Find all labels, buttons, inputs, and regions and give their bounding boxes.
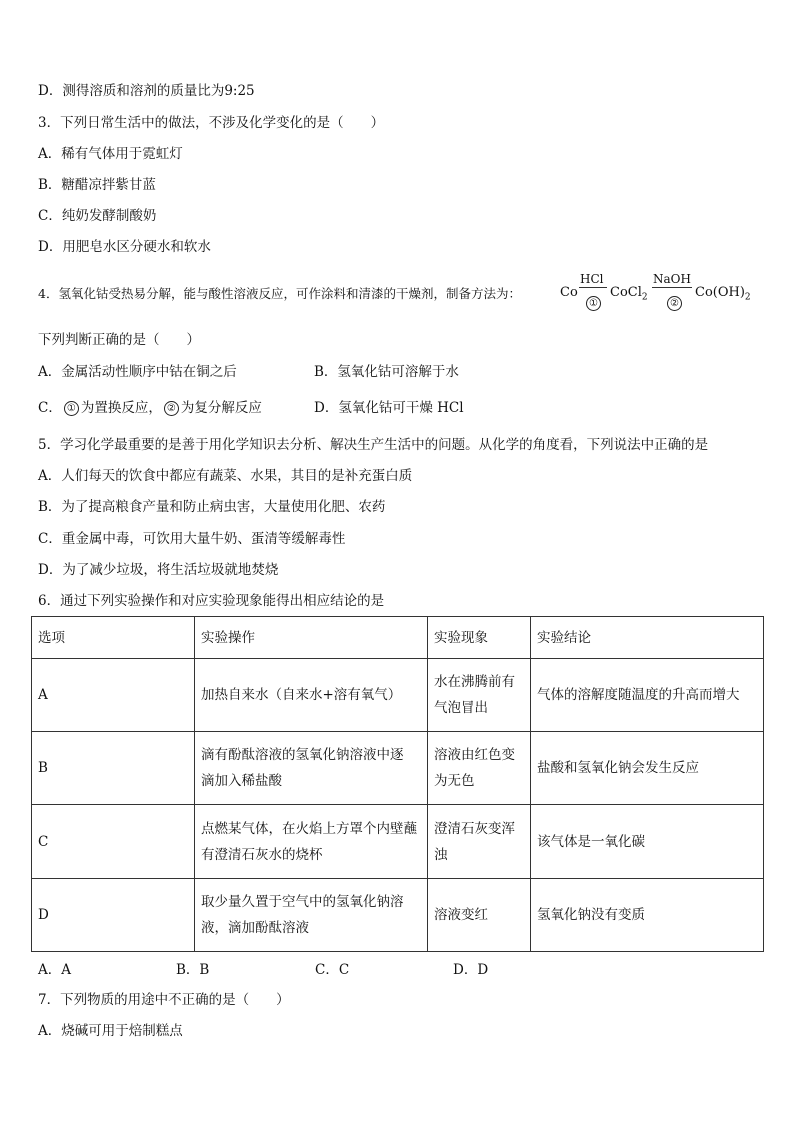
row-c-operation-line1: 点燃某气体，在火焰上方罩个内壁蘸 [201,820,417,837]
scheme-reagent-2: NaOH [653,272,691,286]
q6-answer-a: A．A [38,962,71,978]
q6-answer-b: B．B [176,962,210,978]
row-b-phenomenon [428,732,531,805]
row-c-operation [195,805,428,879]
q4-option-b: B．氢氧化钴可溶解于水 [314,364,459,380]
q4-reaction-scheme [558,274,758,314]
row-d-operation-line1: 取少量久置于空气中的氢氧化钠溶 [201,894,404,910]
q5-stem: 5．学习化学最重要的是善于用化学知识去分析、解决生产生活中的问题。从化学的角度看，下列说法中正确的是 [38,437,709,453]
scheme-product [695,285,751,303]
row-b-phenomenon-line2: 为无色 [434,773,475,789]
scheme-arrow-2 [652,287,692,288]
row-a-conclusion: 气体的溶解度随温度的升高而增大 [531,659,764,732]
q4-option-c-mid: 为置换反应， [80,400,162,416]
row-d-option: D [32,879,195,952]
q5-option-b: B．为了提高粮食产量和防止病虫害，大量使用化肥、农药 [38,499,386,515]
q6-experiment-table [31,616,764,952]
q4-question: 下列判断正确的是（ ） [38,332,200,348]
q3-option-a: A．稀有气体用于霓虹灯 [38,146,183,162]
scheme-cocl2 [610,285,648,303]
q4-stem: 4．氢氧化钴受热易分解，能与酸性溶液反应，可作涂料和清漆的干燥剂，制备方法为： [38,286,521,301]
row-b-operation-line1: 滴有酚酞溶液的氢氧化钠溶液中逐 [201,747,404,763]
header-phenomenon: 实验现象 [428,617,531,659]
q5-option-a: A．人们每天的饮食中都应有蔬菜、水果，其目的是补充蛋白质 [38,468,413,484]
row-b-conclusion: 盐酸和氢氧化钠会发生反应 [531,732,764,805]
row-b-operation-line2: 滴加入稀盐酸 [201,773,282,789]
row-a-phenomenon-line1: 水在沸腾前有 [434,674,515,690]
q6-answer-d: D．D [453,962,489,978]
scheme-reagent-1: HCl [580,272,604,286]
row-c-phenomenon-line1: 澄清石灰变浑 [434,820,515,837]
q3-stem: 3．下列日常生活中的做法，不涉及化学变化的是（ ） [38,115,385,131]
table-row [32,805,764,879]
q4-option-a: A．金属活动性顺序中钴在铜之后 [38,364,237,380]
q4-circle-1: ① [64,401,79,416]
scheme-cocl2-text: CoCl [610,285,642,300]
scheme-step-1: ① [586,296,601,311]
q4-option-d: D．氢氧化钴可干燥 HCl [314,400,464,416]
q5-option-d: D．为了减少垃圾，将生活垃圾就地焚烧 [38,562,279,578]
q5-option-c: C．重金属中毒，可饮用大量牛奶、蛋清等缓解毒性 [38,531,346,547]
row-c-option: C [32,805,195,879]
header-option: 选项 [32,617,195,659]
q4-option-c [38,399,262,417]
row-a-option: A [32,659,195,732]
row-d-operation-line2: 液，滴加酚酞溶液 [201,920,309,936]
row-b-phenomenon-line1: 溶液由红色变 [434,747,515,763]
table-header-row [32,617,764,659]
row-a-operation-line: 加热自来水（自来水+溶有氧气） [201,687,402,703]
table-row [32,732,764,805]
row-c-conclusion: 该气体是一氧化碳 [531,805,764,879]
row-b-operation [195,732,428,805]
row-a-operation [195,659,428,732]
row-a-phenomenon [428,659,531,732]
q4-option-c-suffix: 为复分解反应 [180,400,262,416]
header-conclusion: 实验结论 [531,617,764,659]
row-b-option: B [32,732,195,805]
scheme-product-text: Co(OH) [695,285,745,300]
header-operation: 实验操作 [195,617,428,659]
scheme-step-2: ② [667,296,682,311]
q3-option-c: C．纯奶发酵制酸奶 [38,208,157,224]
q3-option-d: D．用肥皂水区分硬水和软水 [38,239,211,255]
row-c-phenomenon [428,805,531,879]
row-a-phenomenon-line2: 气泡冒出 [434,700,488,716]
scheme-arrow-1 [579,287,607,288]
q4-option-c-label: C． [38,400,62,416]
row-c-phenomenon-line2: 浊 [434,846,448,863]
q7-option-a: A．烧碱可用于焙制糕点 [38,1023,183,1039]
q7-stem: 7．下列物质的用途中不正确的是（ ） [38,992,290,1008]
table-row [32,879,764,952]
q4-circle-2: ② [164,401,179,416]
row-d-operation [195,879,428,952]
row-c-operation-line2: 有澄清石灰水的烧杯 [201,846,323,863]
scheme-cocl2-sub: 2 [641,292,648,303]
q3-option-b: B．糖醋凉拌紫甘蓝 [38,177,156,193]
q2-option-d: D．测得溶质和溶剂的质量比为9:25 [38,83,255,99]
table-row [32,659,764,732]
scheme-cobalt: Co [560,285,578,300]
q6-answer-c: C．C [315,962,350,978]
scheme-product-sub: 2 [744,292,751,303]
row-d-phenomenon: 溶液变红 [428,879,531,952]
q6-stem: 6．通过下列实验操作和对应实验现象能得出相应结论的是 [38,593,385,609]
row-d-conclusion: 氢氧化钠没有变质 [531,879,764,952]
